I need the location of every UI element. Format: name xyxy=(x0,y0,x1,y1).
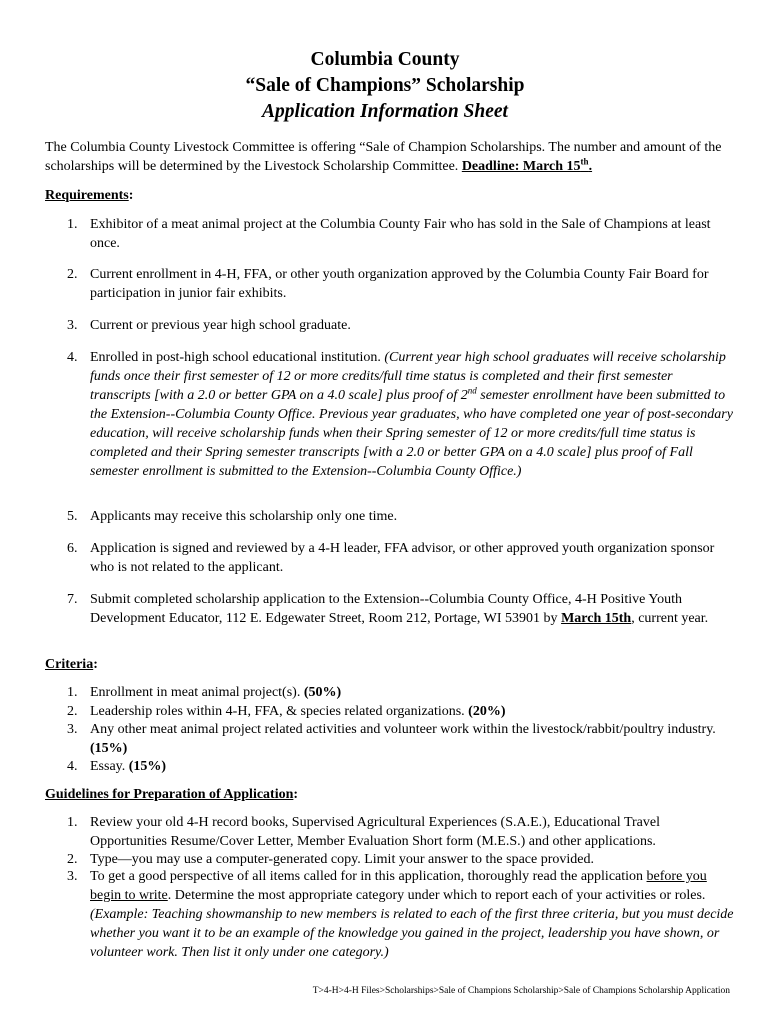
list-number: 1. xyxy=(67,815,78,830)
guideline-text-cont: . Determine the most appropriate category under which to report each of your activities or roles. xyxy=(167,888,706,903)
list-number: 1. xyxy=(67,217,78,232)
requirement-text: Current or previous year high school graduate. xyxy=(90,318,351,333)
requirement-item xyxy=(45,507,735,526)
deadline xyxy=(461,156,593,174)
requirement-text: Exhibitor of a meat animal project at the Columbia County Fair who has sold in the Sale of Champions at least once. xyxy=(90,217,711,251)
requirement-item xyxy=(45,348,735,481)
list-number: 1. xyxy=(67,685,78,700)
requirement-item xyxy=(45,539,735,577)
criteria-heading-colon: : xyxy=(93,657,98,672)
header-scholarship-name: “Sale of Champions” Scholarship xyxy=(245,75,525,96)
requirement-note-text-cont: semester enrollment have been submitted to the Extension--Columbia County Office. Previous year graduates, who have completed one year of post-secondary education, will receive scholarship funds when their Spring semester of 12 or more credits/full time status is completed and their Spring semester transcripts [with a 2.0 or better GPA on a 4.0 scale] plus proof of Fall semester enrollment is submitted to the Extension--Columbia County Office.) xyxy=(90,388,733,479)
requirement-note-superscript: nd xyxy=(467,385,477,396)
intro-paragraph xyxy=(45,138,735,176)
criteria-weight: (15%) xyxy=(128,759,167,774)
requirement-item xyxy=(45,316,735,335)
requirement-text: Submit completed scholarship application to the Extension--Columbia County Office, 4-H Positive Youth Development Educator, 112 E. Edgewater Street, Room 212, Portage, WI 53901 by xyxy=(90,592,682,626)
requirement-item xyxy=(45,215,735,253)
requirements-heading xyxy=(45,186,133,205)
list-number: 4. xyxy=(67,350,78,365)
requirement-item xyxy=(45,590,735,628)
header-county: Columbia County xyxy=(310,49,460,70)
guideline-item xyxy=(45,867,735,962)
list-number: 7. xyxy=(67,592,78,607)
guideline-emphasis: before you begin to write xyxy=(90,869,707,903)
intro-text: The Columbia County Livestock Committee is offering “Sale of Champion Scholarships. The number and amount of the scholarships will be determined by the Livestock Scholarship Committee. xyxy=(45,140,722,174)
guidelines-heading xyxy=(45,785,298,804)
list-number: 4. xyxy=(67,759,78,774)
guideline-item xyxy=(45,813,735,851)
deadline-period: . xyxy=(588,159,593,174)
list-number: 2. xyxy=(67,852,78,867)
requirement-item xyxy=(45,265,735,303)
list-number: 3. xyxy=(67,869,78,884)
requirement-text: Enrolled in post-high school educational institution. xyxy=(90,350,385,365)
criteria-item xyxy=(45,757,735,776)
list-number: 3. xyxy=(67,722,78,737)
criteria-heading-text: Criteria xyxy=(45,657,94,672)
list-number: 2. xyxy=(67,704,78,719)
requirement-text: Applicants may receive this scholarship only one time. xyxy=(90,509,398,524)
requirement-text: Current enrollment in 4-H, FFA, or other youth organization approved by the Columbia County Fair Board for participation in junior fair exhibits. xyxy=(90,267,709,301)
guideline-example: (Example: Teaching showmanship to new members is related to each of the first three criteria, but you must decide whether you want it to be an example of the knowledge you gained in the project, leadership you have shown, or volunteer work. Then list it only under one category.) xyxy=(90,907,734,960)
criteria-heading xyxy=(45,655,98,674)
requirements-heading-text: Requirements xyxy=(45,188,129,203)
guidelines-heading-text: Guidelines for Preparation of Application xyxy=(45,787,294,802)
requirements-heading-colon: : xyxy=(128,188,134,203)
document-header xyxy=(0,47,770,125)
list-number: 5. xyxy=(67,509,78,524)
list-number: 6. xyxy=(67,541,78,556)
list-number: 3. xyxy=(67,318,78,333)
file-path-footer: T>4-H>4-H Files>Scholarships>Sale of Champions Scholarship>Sale of Champions Scholarship Application xyxy=(312,986,730,996)
criteria-text: Essay. xyxy=(90,759,129,774)
criteria-weight: (15%) xyxy=(90,741,128,756)
criteria-item xyxy=(45,702,735,721)
criteria-item xyxy=(45,683,735,702)
criteria-text: Any other meat animal project related activities and volunteer work within the livestock/rabbit/poultry industry. xyxy=(90,722,716,737)
submission-deadline: March 15th xyxy=(561,611,632,626)
guideline-text: To get a good perspective of all items called for in this application, thoroughly read the application xyxy=(90,869,647,884)
requirement-note-text: (Current year high school graduates will receive scholarship funds once their first semester of 12 or more credits/full time status is completed and their first semester transcripts [with a 2.0 or better GPA on a 4.0 scale] plus proof of 2 xyxy=(90,350,726,403)
requirement-text-tail: , current year. xyxy=(631,611,709,626)
guideline-text: Type—you may use a computer-generated copy. Limit your answer to the space provided. xyxy=(90,852,594,867)
criteria-item xyxy=(45,720,735,758)
deadline-superscript: th xyxy=(580,156,589,167)
requirement-text: Application is signed and reviewed by a 4-H leader, FFA advisor, or other approved youth organization sponsor who is not related to the applicant. xyxy=(90,541,715,575)
criteria-text: Enrollment in meat animal project(s). xyxy=(90,685,304,700)
list-number: 2. xyxy=(67,267,78,282)
criteria-text: Leadership roles within 4-H, FFA, & species related organizations. xyxy=(90,704,469,719)
header-sheet-title: Application Information Sheet xyxy=(262,101,508,122)
criteria-weight: (20%) xyxy=(468,704,506,719)
deadline-text: Deadline: March 15 xyxy=(461,159,581,174)
guidelines-heading-colon: : xyxy=(293,787,299,802)
criteria-weight: (50%) xyxy=(303,685,342,700)
requirement-note xyxy=(90,350,733,479)
guideline-text: Review your old 4-H record books, Supervised Agricultural Experiences (S.A.E.), Educational Travel Opportunities Resume/Cover Letter, Member Evaluation Short form (M.E.S.) and other applications. xyxy=(90,815,660,849)
